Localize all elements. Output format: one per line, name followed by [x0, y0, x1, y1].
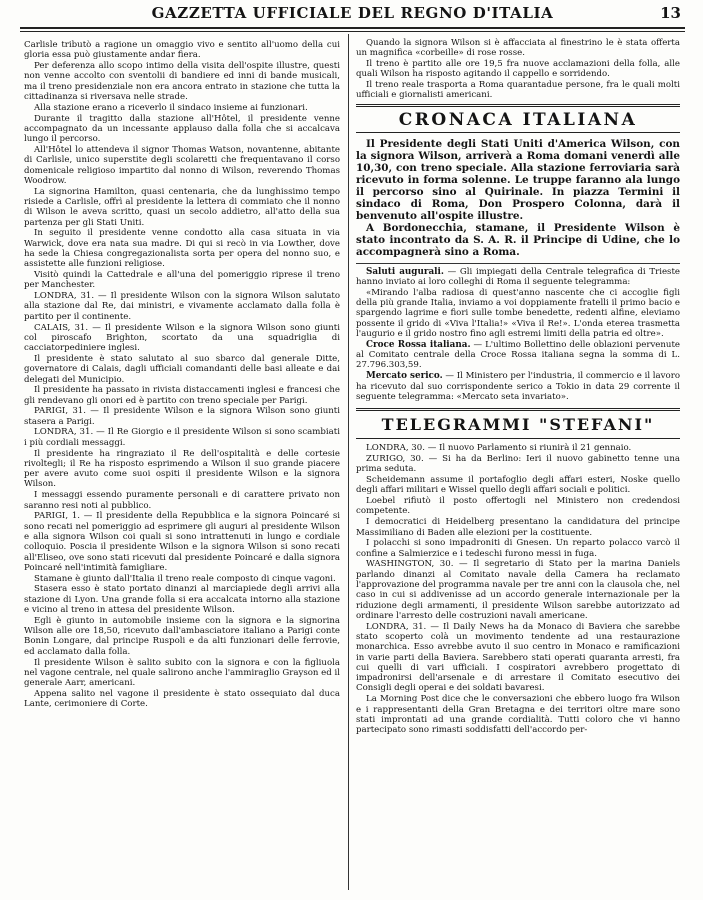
telegrammi-heading-box	[356, 408, 680, 439]
paragraph: Stasera esso è stato portato dinanzi al marciapiede degli arrivi alla stazione di Lyon. Una grande folla si era accalcata intorno alla stazione e vicino al treno in attesa del presidente Wilson.	[24, 584, 340, 616]
column-divider	[348, 34, 349, 890]
left-column	[24, 40, 340, 710]
news-item-mercato	[356, 371, 680, 402]
divider	[356, 263, 680, 264]
section-title-telegrammi: TELEGRAMMI "STEFANI"	[381, 415, 655, 435]
dispatch-paragraph: CALAIS, 31. — Il presidente Wilson e la signora Wilson sono giunti col piroscafo Brighton, scortato da una squadriglia di cacciatorpediniere inglesi.	[24, 322, 340, 354]
header-rule-thin	[20, 31, 685, 32]
lead-paragraph: A Bordonecchia, stamane, il Presidente Wilson è stato incontrato da S. A. R. il Principe di Udine, che lo accompagnerà sino a Roma.	[356, 221, 680, 258]
paragraph: Per deferenza allo scopo intimo della visita dell'ospite illustre, questi non venne accolto con sventolii di bandiere ed inni di bande musicali, ma il treno presidenziale non era ancora entrato in stazione che tutta la cittadinanza si riversava nelle strade.	[24, 61, 340, 102]
item-text: — Il Ministero per l'industria, il commercio e il lavoro ha ricevuto dal suo corrispondente serico a Tokio in data 29 corrente il seguente telegramma: «Mercato seta invariato».	[356, 371, 680, 402]
paragraph: Visitò quindi la Cattedrale e all'una del pomeriggio riprese il treno per Manchester.	[24, 270, 340, 291]
telegram-quote: «Mirando l'alba radiosa di quest'anno nascente che ci accoglie figli della più grande Italia, inviamo a voi doppiamente fratelli il primo bacio e spargendo lagrime e fiori sulle tombe benedette, redenti alfine, eleviamo possente il grido di «Viva l'Italia!» «Viva il Re!». L'onda eterea trasmetta l'augurio e il grido nostro fino agli estremi limiti della patria ed oltre».	[356, 287, 680, 340]
news-item-saluti	[356, 267, 680, 288]
item-label: Saluti augurali.	[366, 266, 444, 277]
header-rule	[20, 27, 685, 29]
paragraph: Il presidente è stato salutato al suo sbarco dal generale Ditte, governatore di Calais, dagli ufficiali comandanti delle basi alleate e dai delegati del Municipio.	[24, 353, 340, 385]
dispatch-paragraph: LONDRA, 31. — Il presidente Wilson con la signora Wilson salutato alla stazione dal Re, dai ministri, e vivamente acclamato dalla folla è partito per il continente.	[24, 291, 340, 322]
paragraph: I messaggi essendo puramente personali e di carattere privato non saranno resi noti al pubblico.	[24, 490, 340, 511]
paragraph: Scheidemann assume il portafoglio degli affari esteri, Noske quello degli affari militari e Wissel quello degli affari sociali e politici.	[356, 475, 680, 496]
paragraph: All'Hôtel lo attendeva il signor Thomas Watson, novantenne, abitante di Carlisle, unico superstite degli scolaretti che frequentavano il corso domenicale religioso impartito dal nonno di Wilson, reverendo Thomas Woodrow.	[24, 144, 340, 186]
paragraph: Il presidente Wilson è salito subito con la signora e con la figliuola nel vagone centrale, nel quale salirono anche l'ammiraglio Grayson ed il generale Aarr, americani.	[24, 657, 340, 689]
dispatch-paragraph: LONDRA, 31. — Il Daily News ha da Monaco di Baviera che sarebbe stato scoperto colà un movimento tendente ad una restaurazione monarchica. Esso avrebbe avuto il suo centro in Monaco e ramificazioni in varie parti della Baviera. Sarebbero stati operati quaranta arresti, fra cui quelli di vari ufficiali. I cospiratori avrebbero progettato di impadronirsi dell'arsenale e di arrestare il Comitato esecutivo dei Consigli degli operai e dei soldati bavaresi.	[356, 621, 680, 694]
paragraph: I democratici di Heidelberg presentano la candidatura del principe Massimiliano di Baden alle elezioni per la costituente.	[356, 517, 680, 538]
dispatch-paragraph: PARIGI, 1. — Il presidente della Repubblica e la signora Poincaré si sono recati nel pomeriggio ad esprimere gli auguri al presidente Wilson e alla signora Wilson coi quali si sono intrattenuti in lungo e cordiale colloquio. Poscia il presidente Wilson e la signora Wilson si sono recati all'Eliseo, ove sono stati ricevuti dal presidente Poincaré e dalla signora Poincaré nell'intimità famigliare.	[24, 511, 340, 573]
dispatch-paragraph: WASHINGTON, 30. — Il segretario di Stato per la marina Daniels parlando dinanzi al Comitato navale della Camera ha reclamato l'approvazione del programma navale per tre anni con la clausola che, nel caso in cui si addivenisse ad un accordo generale internazionale per la riduzione degli armamenti, il presidente Wilson sarebbe autorizzato ad ordinare l'arresto delle costruzioni navali americane.	[356, 559, 680, 621]
page-number: 13	[660, 4, 681, 22]
paragraph: La signorina Hamilton, quasi centenaria, che da lunghissimo tempo risiede a Carlisle, offrì al presidente la lettera di commiato che il nonno di Wilson le aveva scritto, quasi un secolo addietro, all'atto della sua partenza per gli Stati Uniti.	[24, 186, 340, 228]
dispatch-paragraph: ZURIGO, 30. — Si ha da Berlino: Ieri il nuovo gabinetto tenne una prima seduta.	[356, 453, 680, 475]
dispatch-paragraph: LONDRA, 31. — Il Re Giorgio e il presidente Wilson si sono scambiati i più cordiali messaggi.	[24, 427, 340, 448]
dispatch-paragraph: PARIGI, 31. — Il presidente Wilson e la signora Wilson sono giunti stasera a Parigi.	[24, 406, 340, 427]
paragraph: Il treno reale trasporta a Roma quarantadue persone, fra le quali molti ufficiali e giornalisti americani.	[356, 80, 680, 101]
section-title-cronaca: CRONACA ITALIANA	[398, 109, 638, 130]
paragraph: La Morning Post dice che le conversazioni che ebbero luogo fra Wilson e i rappresentanti della Gran Bretagna e dei territori oltre mare sono stati improntati ad una grande cordialità. Tutti coloro che vi hanno partecipato sono rimasti soddisfatti dell'accordo per-	[356, 694, 680, 736]
newspaper-title: GAZZETTA UFFICIALE DEL REGNO D'ITALIA	[151, 4, 554, 22]
dispatch-paragraph: LONDRA, 30. — Il nuovo Parlamento si riunirà il 21 gennaio.	[366, 443, 632, 454]
paragraph: Durante il tragitto dalla stazione all'Hôtel, il presidente venne accompagnato da un incessante applauso dalla folla che si accalcava lungo il percorso.	[24, 113, 340, 145]
item-text: — L'ultimo Bollettino delle oblazioni pervenute al Comitato centrale della Croce Rossa italiana segna la somma di L. 27.796.303,59.	[356, 339, 680, 371]
paragraph: Loebel rifiutò il posto offertogli nel Ministero non credendosi competente.	[356, 496, 680, 517]
paragraph: Il presidente ha ringraziato il Re dell'ospitalità e delle cortesie rivoltegli; il Re ha risposto esprimendo a Wilson il suo grande piacere per avere avuto come suoi ospiti il presidente Wilson e la signora Wilson.	[24, 448, 340, 490]
item-label: Croce Rossa italiana.	[366, 339, 471, 350]
lead-paragraph: Il Presidente degli Stati Uniti d'America Wilson, con la signora Wilson, arriverà a Roma domani venerdì alle 10,30, con treno speciale. Alla stazione ferroviaria sarà ricevuto in forma solenne. Le truppe faranno ala lungo il percorso sino al Quirinale. In piazza Termini il sindaco di Roma, Don Prospero Colonna, darà il benvenuto all'ospite illustre.	[356, 137, 680, 222]
paragraph: Il treno è partito alle ore 19,5 fra nuove acclamazioni della folla, alle quali Wilson ha risposto agitando il cappello e sorridendo.	[356, 59, 680, 80]
paragraph: Alla stazione erano a riceverlo il sindaco insieme ai funzionari.	[34, 102, 308, 113]
paragraph: Carlisle tributò a ragione un omaggio vivo e sentito all'uomo della cui gloria essa può giustamente andar fiera.	[24, 40, 340, 61]
paragraph: Il presidente ha passato in rivista distaccamenti inglesi e francesi che gli rendevano gli onori ed è partito con treno speciale per Parigi.	[24, 385, 340, 406]
right-column	[356, 38, 680, 736]
page-header	[20, 4, 685, 28]
item-text: — Gli impiegati della Centrale telegrafica di Trieste hanno inviato ai loro colleghi di Roma il seguente telegramma:	[356, 266, 680, 288]
paragraph: Stamane è giunto dall'Italia il treno reale composto di cinque vagoni.	[34, 573, 336, 584]
news-item-croce	[356, 340, 680, 371]
paragraph: Egli è giunto in automobile insieme con la signora e la signorina Wilson alle ore 18,50, ricevuto dall'ambasciatore italiano a Parigi conte Bonin Longare, dal principe Ruspoli e da alti funzionari delle ferrovie, ed acclamato dalla folla.	[24, 615, 340, 657]
paragraph: Appena salito nel vagone il presidente è stato ossequiato dal duca Lante, cerimoniere di Corte.	[24, 688, 340, 710]
item-label: Mercato serico.	[366, 371, 443, 382]
paragraph: Quando la signora Wilson si è affacciata al finestrino le è stata offerta un magnifica «corbeille» di rose rosse.	[356, 38, 680, 59]
cronaca-heading-box	[356, 104, 680, 133]
paragraph: In seguito il presidente venne condotto alla casa situata in via Warwick, dove era nata sua madre. Di qui si recò in via Lowther, dove ha sede la Chiesa congregazionalista sorta per opera del nonno suo, e assistette alle funzioni religiose.	[24, 228, 340, 270]
paragraph: I polacchi si sono impadroniti di Gnesen. Un reparto polacco varcò il confine a Salmierzice e i tedeschi furono messi in fuga.	[356, 538, 680, 559]
